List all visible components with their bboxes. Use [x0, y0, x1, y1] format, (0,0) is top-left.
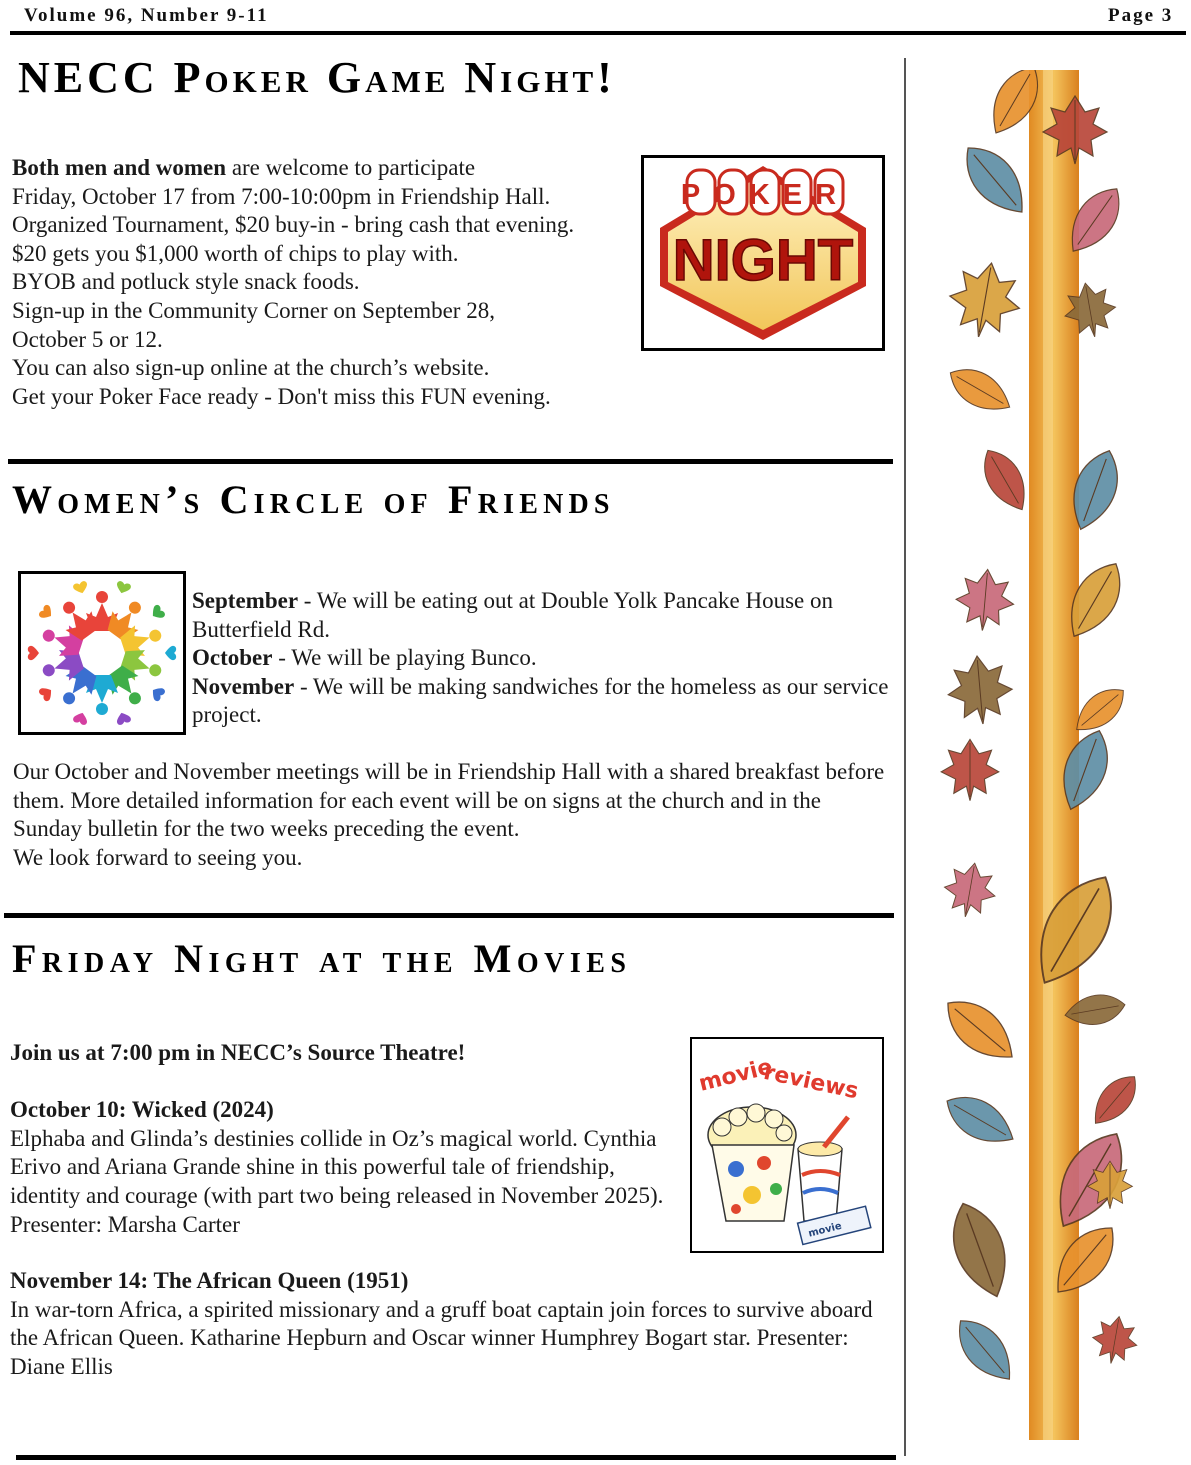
- movie-logo-line1: movie: [696, 1054, 776, 1097]
- womens-event: [192, 644, 892, 673]
- movie-logo-line2: reviews: [761, 1059, 861, 1105]
- poker-intro: [12, 154, 642, 183]
- poker-intro-bold: Both men and women: [12, 155, 227, 180]
- ticket-label: movie: [807, 1220, 843, 1240]
- event-text: - We will be playing Bunco.: [272, 645, 537, 671]
- poker-line: Organized Tournament, $20 buy-in - bring cash that evening.: [12, 212, 575, 238]
- movies-body: [10, 1039, 675, 1239]
- section-rule-2: [4, 913, 894, 918]
- womens-events: [192, 587, 892, 730]
- running-header-page: Page 3: [1108, 5, 1174, 26]
- header-rule: [10, 31, 1186, 35]
- movies-intro: Join us at 7:00 pm in NECC’s Source Theatre!: [10, 1040, 466, 1065]
- event-month: November: [192, 673, 295, 699]
- running-header-volume: Volume 96, Number 9-11: [24, 5, 269, 26]
- poker-line: October 5 or 12.: [12, 326, 163, 352]
- poker-line: You can also sign-up online at the church’s website.: [12, 355, 490, 381]
- womens-note: [13, 758, 893, 872]
- poker-line: Sign-up in the Community Corner on September 28,: [12, 297, 495, 323]
- womens-event: [192, 587, 892, 644]
- poker-line: Get your Poker Face ready - Don't miss this FUN evening.: [12, 383, 551, 409]
- film-heading: November 14: The African Queen (1951): [10, 1268, 409, 1293]
- movie-reviews-graphic: [692, 1039, 882, 1251]
- womens-event: [192, 673, 892, 730]
- womens-note-text: Our October and November meetings will be in Friendship Hall with a shared breakfast before them. More detailed information for each event will be on signs at the church and in the Sunday bulletin for the two weeks preceding the event.: [13, 759, 885, 842]
- circle-people-graphic: [21, 574, 183, 732]
- poker-body: [12, 154, 642, 411]
- event-month: October: [192, 645, 273, 671]
- column-divider: [904, 58, 906, 1456]
- movie-reviews-logo: [690, 1037, 884, 1253]
- poker-line: Friday, October 17 from 7:00-10:00pm in Friendship Hall.: [12, 183, 551, 209]
- event-text: - We will be making sandwiches for the homeless as our service project.: [192, 673, 889, 728]
- section-rule-1: [8, 459, 893, 464]
- circle-of-friends-logo: [18, 571, 186, 735]
- poker-logo-top: POKER: [680, 179, 850, 211]
- footer-rule: [16, 1455, 896, 1460]
- poker-line: $20 gets you $1,000 worth of chips to play with.: [12, 240, 459, 266]
- poker-night-logo: [641, 155, 885, 351]
- poker-sign-graphic: [644, 158, 882, 348]
- popcorn-icon: [708, 1104, 796, 1221]
- poker-heading: NECC Poker Game Night!: [18, 53, 616, 102]
- poker-logo-bottom: NIGHT: [672, 228, 854, 293]
- film-description: In war-torn Africa, a spirited missionary and a gruff boat captain join forces to survive aboard the African Queen. Katharine Hepburn and Oscar winner Humphrey Bogart star. Presenter: Diane Ellis: [10, 1296, 873, 1379]
- womens-heading: Women’s Circle of Friends: [12, 477, 615, 522]
- poker-line: BYOB and potluck style snack foods.: [12, 269, 360, 295]
- poker-intro-rest: are welcome to participate: [226, 155, 476, 180]
- film-heading: October 10: Wicked (2024): [10, 1097, 274, 1123]
- event-month: September: [192, 588, 299, 613]
- womens-closing: We look forward to seeing you.: [13, 844, 303, 870]
- autumn-leaf-border: [925, 70, 1180, 1440]
- movies-body-2: [10, 1267, 890, 1381]
- drink-icon: [798, 1117, 848, 1221]
- event-text: - We will be eating out at Double Yolk Pancake House on Butterfield Rd.: [192, 588, 833, 642]
- movies-heading: Friday Night at the Movies: [12, 936, 632, 981]
- film-description: Elphaba and Glinda’s destinies collide in Oz’s magical world. Cynthia Erivo and Ariana Grande shine in this powerful tale of friendship, identity and courage (with part two being released in November 2025). Presenter: Marsha Carter: [10, 1125, 664, 1237]
